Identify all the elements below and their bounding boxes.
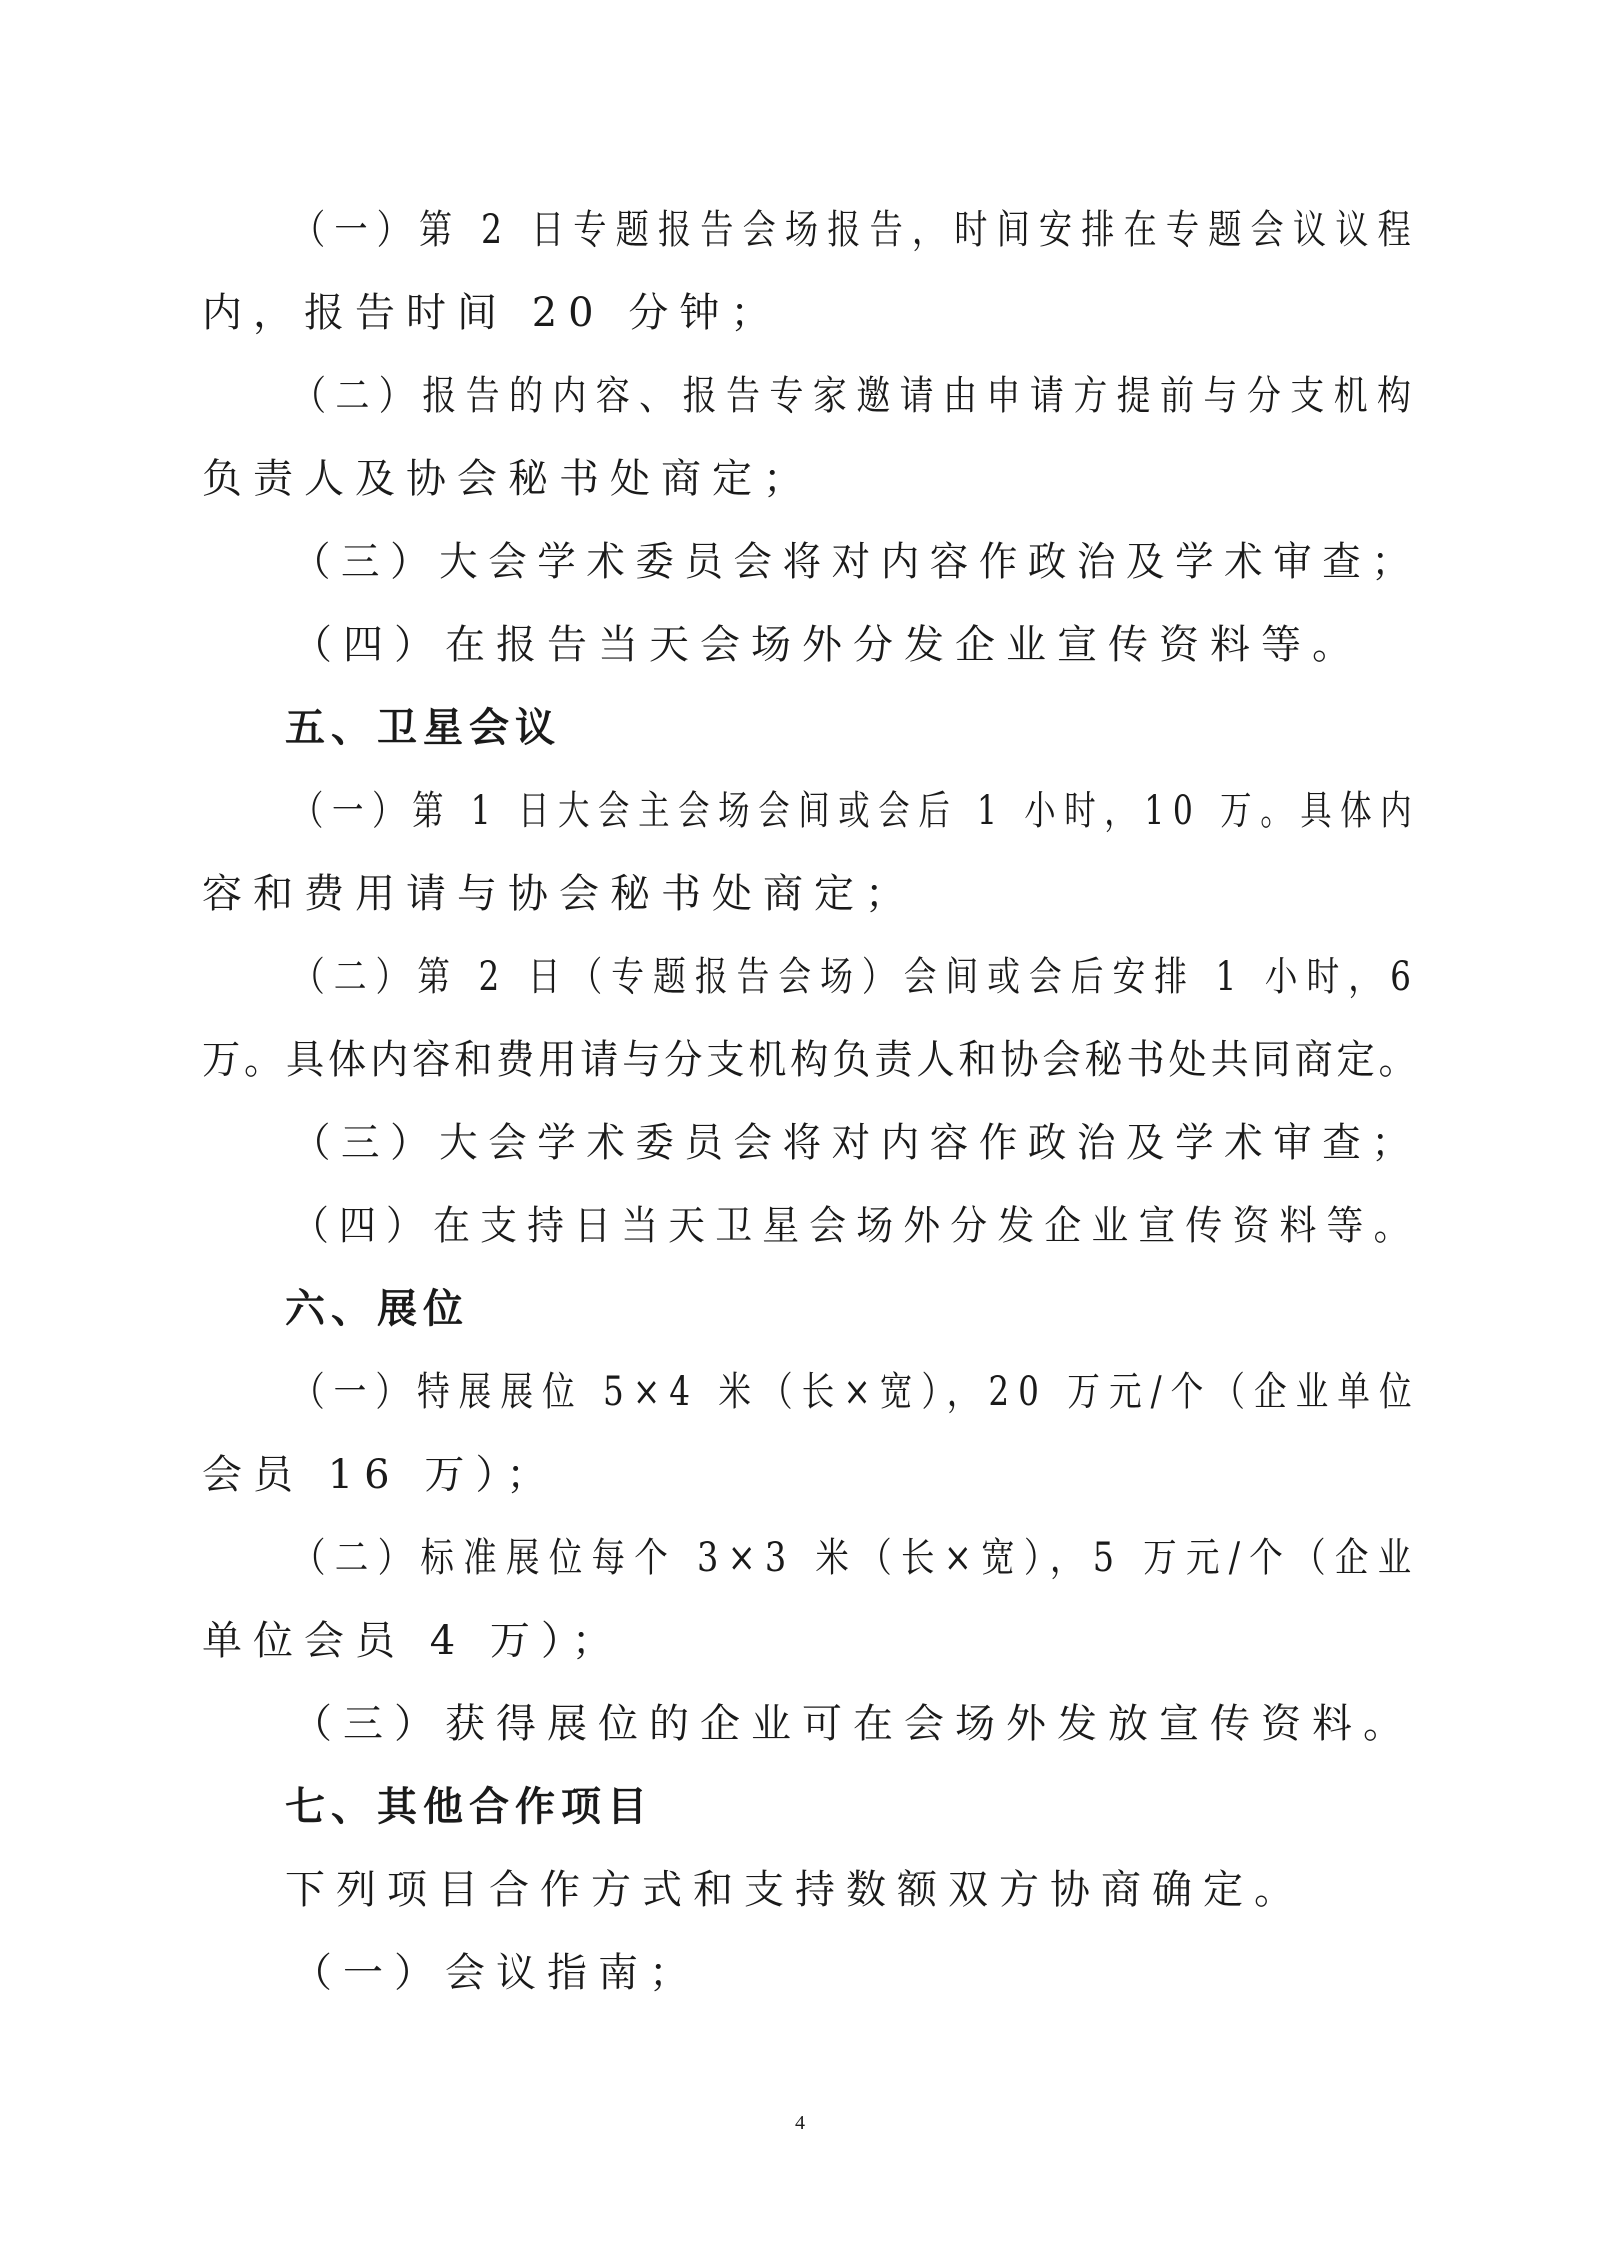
- paragraph-line: （四）在报告当天会场外分发企业宣传资料等。: [292, 622, 1363, 668]
- section-heading: 五、卫星会议: [285, 705, 561, 751]
- paragraph-line: （二）标准展位每个 3×3 米（长×宽），5 万元/个（企业: [292, 1535, 1421, 1581]
- paragraph-line: （一）第 2 日专题报告会场报告，时间安排在专题会议议程: [292, 207, 1420, 253]
- paragraph-line: 单位会员 4 万）；: [202, 1618, 623, 1664]
- section-heading: 六、展位: [285, 1286, 469, 1332]
- page-number: 4: [795, 2112, 805, 2134]
- paragraph-line: 容和费用请与协会秘书处商定；: [202, 871, 916, 917]
- paragraph-line: （二）第 2 日（专题报告会场）会间或会后安排 1 小时，6: [292, 954, 1420, 1000]
- paragraph-line: 会员 16 万）；: [202, 1452, 558, 1498]
- paragraph-line: 万。具体内容和费用请与分支机构负责人和协会秘书处共同商定。: [202, 1037, 1421, 1083]
- paragraph-line: 负责人及协会秘书处商定；: [202, 456, 814, 502]
- section-heading: 七、其他合作项目: [285, 1784, 653, 1830]
- paragraph-line: 内，报告时间 20 分钟；: [202, 290, 782, 336]
- paragraph-line: （一）会议指南；: [292, 1950, 700, 1996]
- paragraph-line: （四）在支持日当天卫星会场外分发企业宣传资料等。: [292, 1203, 1421, 1249]
- paragraph-line: （三）大会学术委员会将对内容作政治及学术审查；: [292, 1120, 1421, 1166]
- paragraph-line: （一）特展展位 5×4 米（长×宽），20 万元/个（企业单位: [292, 1369, 1421, 1415]
- paragraph-line: （三）大会学术委员会将对内容作政治及学术审查；: [292, 539, 1421, 585]
- paragraph-line: （一）第 1 日大会主会场会间或会后 1 小时，10 万。具体内: [292, 788, 1421, 834]
- paragraph-line: （二）报告的内容、报告专家邀请由申请方提前与分支机构: [292, 373, 1421, 419]
- paragraph-line: （三）获得展位的企业可在会场外发放宣传资料。: [292, 1701, 1414, 1747]
- paragraph-line: 下列项目合作方式和支持数额双方协商确定。: [285, 1867, 1305, 1913]
